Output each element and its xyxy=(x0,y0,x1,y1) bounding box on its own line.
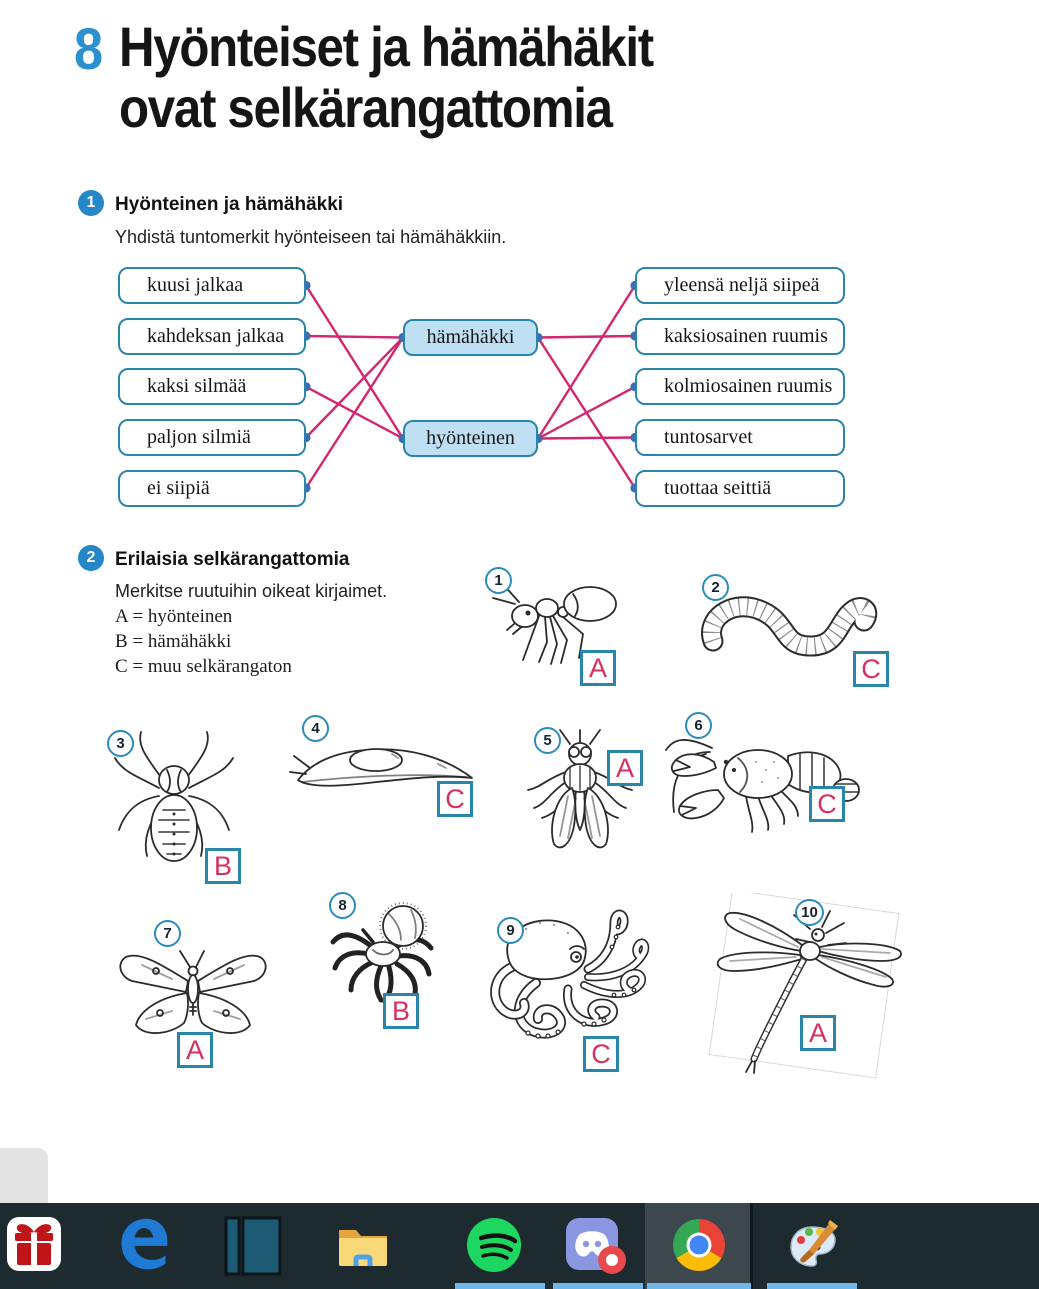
legend-b: B = hämähäkki xyxy=(115,631,232,652)
match-item-left: kaksi silmää xyxy=(118,368,306,405)
page-corner-element xyxy=(0,1148,48,1203)
page-title xyxy=(119,16,653,138)
match-item-right: kaksiosainen ruumis xyxy=(635,318,845,355)
exercise1-number-badge: 1 xyxy=(78,190,104,216)
figure-number-badge: 8 xyxy=(329,892,356,919)
butterfly-illustration xyxy=(112,935,272,1040)
figure-number-badge: 7 xyxy=(154,920,181,947)
match-item-center: hyönteinen xyxy=(403,420,538,457)
page-title-line2: ovat selkärangattomia xyxy=(119,76,612,139)
exercise2-instruction: Merkitse ruutuihin oikeat kirjaimet. xyxy=(115,581,388,601)
figure-number-badge: 1 xyxy=(485,567,512,594)
connection-line xyxy=(538,336,635,338)
paint-icon[interactable] xyxy=(786,1219,840,1278)
connection-line xyxy=(538,286,635,439)
answer-box: C xyxy=(853,651,889,687)
running-indicator-discord xyxy=(553,1283,643,1289)
match-item-right: yleensä neljä siipeä xyxy=(635,267,845,304)
match-item-left: kuusi jalkaa xyxy=(118,267,306,304)
match-item-left: ei siipiä xyxy=(118,470,306,507)
connection-line xyxy=(306,387,403,439)
edge-icon[interactable] xyxy=(114,1215,172,1278)
connection-line xyxy=(538,438,635,439)
figure-butterfly xyxy=(112,935,272,1040)
match-item-right: tuottaa seittiä xyxy=(635,470,845,507)
exercise1-title: Hyönteinen ja hämähäkki xyxy=(115,194,344,215)
gift-icon[interactable] xyxy=(7,1217,61,1276)
answer-box: A xyxy=(800,1015,836,1051)
file-explorer-icon[interactable] xyxy=(335,1218,391,1279)
figure-number-badge: 9 xyxy=(497,917,524,944)
figure-number-badge: 3 xyxy=(107,730,134,757)
answer-box: B xyxy=(205,848,241,884)
connection-line xyxy=(538,387,635,439)
connection-line xyxy=(306,338,403,438)
page-title-line1: Hyönteiset ja hämähäkit xyxy=(119,15,653,78)
answer-box: C xyxy=(437,781,473,817)
match-item-right: kolmiosainen ruumis xyxy=(635,368,845,405)
chrome-icon[interactable] xyxy=(671,1217,727,1278)
exercise1-instruction: Yhdistä tuntomerkit hyönteiseen tai hämähäkkiin. xyxy=(115,227,507,247)
discord-icon[interactable] xyxy=(566,1218,630,1281)
running-indicator-chrome xyxy=(647,1283,751,1289)
reader-icon[interactable] xyxy=(222,1215,284,1282)
answer-box: C xyxy=(583,1036,619,1072)
answer-box: A xyxy=(177,1032,213,1068)
figure-number-badge: 2 xyxy=(702,574,729,601)
connection-line xyxy=(306,286,403,439)
match-item-right: tuntosarvet xyxy=(635,419,845,456)
figure-number-badge: 5 xyxy=(534,727,561,754)
match-item-center: hämähäkki xyxy=(403,319,538,356)
figure-number-badge: 6 xyxy=(685,712,712,739)
legend-a: A = hyönteinen xyxy=(115,606,233,627)
taskbar xyxy=(0,1203,1039,1289)
answer-box: C xyxy=(809,786,845,822)
running-indicator-spotify xyxy=(455,1283,545,1289)
answer-box: A xyxy=(607,750,643,786)
match-item-left: paljon silmiä xyxy=(118,419,306,456)
answer-box: A xyxy=(580,650,616,686)
chapter-number: 8 xyxy=(74,17,103,82)
spotify-icon[interactable] xyxy=(466,1217,522,1278)
legend-c: C = muu selkärangaton xyxy=(115,656,292,677)
exercise2-number-badge: 2 xyxy=(78,545,104,571)
answer-box: B xyxy=(383,993,419,1029)
figure-number-badge: 10 xyxy=(795,899,824,926)
connection-line xyxy=(538,338,635,489)
match-item-left: kahdeksan jalkaa xyxy=(118,318,306,355)
running-indicator-paint xyxy=(767,1283,857,1289)
figure-number-badge: 4 xyxy=(302,715,329,742)
connection-line xyxy=(306,338,403,489)
connection-line xyxy=(306,336,403,338)
exercise2-title: Erilaisia selkärangattomia xyxy=(115,549,350,570)
